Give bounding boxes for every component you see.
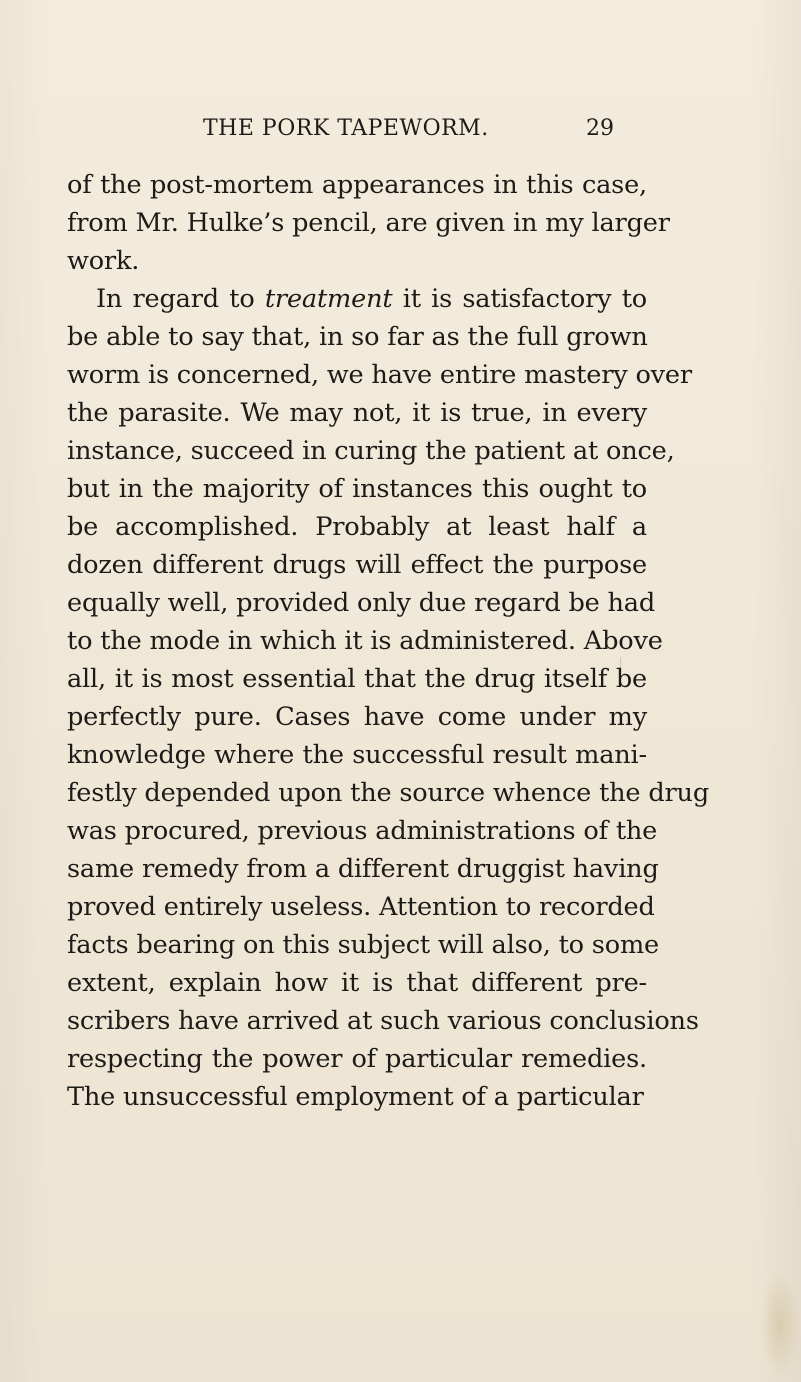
text-line: but in the majority of instances this ought to xyxy=(67,474,647,504)
running-title: THE PORK TAPEWORM. xyxy=(203,116,489,141)
text-line: perfectly pure. Cases have come under my xyxy=(67,702,647,732)
line-segment: it is satisfactory to xyxy=(392,284,647,314)
text-line: equally well, provided only due regard be had xyxy=(67,588,656,618)
text-line: be accomplished. Probably at least half a xyxy=(67,512,647,542)
text-line: same remedy from a different druggist having xyxy=(67,854,659,884)
text-line: from Mr. Hulke’s pencil, are given in my larger xyxy=(67,208,670,238)
text-line: extent, explain how it is that different pre- xyxy=(67,968,647,998)
text-line: respecting the power of particular remedies. xyxy=(67,1044,647,1074)
body-text xyxy=(67,166,710,1116)
text-line: knowledge where the successful result mani- xyxy=(67,740,647,770)
text-line: be able to say that, in so far as the full grown xyxy=(67,322,648,352)
text-line: of the post-mortem appearances in this case, xyxy=(67,170,647,200)
text-line: The unsuccessful employment of a particular xyxy=(67,1082,644,1112)
italic-word-treatment: treatment xyxy=(264,284,393,314)
line-segment: In regard to xyxy=(96,284,265,314)
text-line: facts bearing on this subject will also, to some xyxy=(67,930,659,960)
text-line: worm is concerned, we have entire mastery over xyxy=(67,360,692,390)
text-line: the parasite. We may not, it is true, in every xyxy=(67,398,647,428)
text-line: to the mode in which it is administered. Above xyxy=(67,626,663,656)
text-line: dozen different drugs will effect the purpose xyxy=(67,550,647,580)
text-line: proved entirely useless. Attention to recorded xyxy=(67,892,655,922)
text-line: all, it is most essential that the drug itself be xyxy=(67,664,647,694)
text-line xyxy=(67,280,647,318)
paper-speck xyxy=(620,657,621,671)
text-line: was procured, previous administrations of the xyxy=(67,816,658,846)
text-line: instance, succeed in curing the patient at once, xyxy=(67,436,675,466)
running-head xyxy=(0,116,801,146)
page-number: 29 xyxy=(586,116,614,141)
text-line: festly depended upon the source whence the drug xyxy=(67,778,710,808)
paper-stain xyxy=(760,1270,800,1380)
text-line: work. xyxy=(67,246,140,276)
text-line: scribers have arrived at such various conclusions xyxy=(67,1006,699,1036)
